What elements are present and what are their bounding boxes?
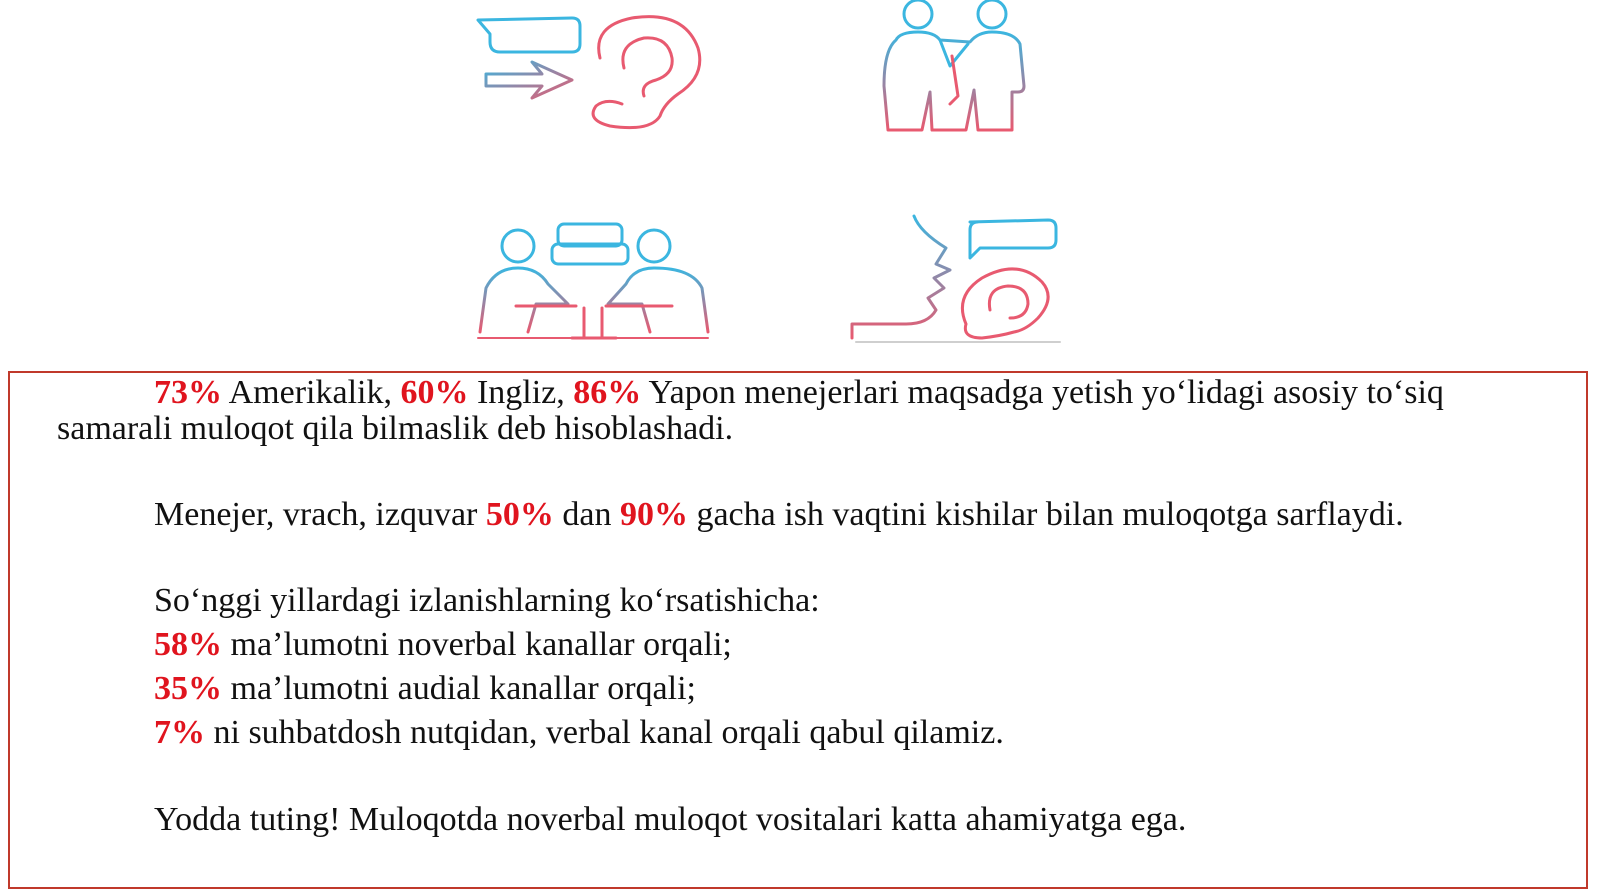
stat-min-percent: 50% xyxy=(485,496,554,533)
text-segment: ma’lumotni audial kanallar orqali; xyxy=(222,670,696,707)
text-segment-continuation: samarali muloqot qila bilmaslik deb hisoblashadi. xyxy=(57,410,734,447)
stat-japanese: 86% xyxy=(573,374,642,411)
stat-american: 73% xyxy=(154,374,222,411)
text-segment: dan xyxy=(553,496,620,533)
paragraph-verbal-stat xyxy=(154,715,1004,751)
stat-audial: 35% xyxy=(154,670,222,707)
stat-max-percent: 90% xyxy=(619,496,688,533)
text-segment: Yapon menejerlari maqsadga yetish yo‘lidagi asosiy to‘siq xyxy=(641,374,1444,411)
text-segment: ni suhbatdosh nutqidan, verbal kanal orqali qabul qilamiz. xyxy=(205,714,1004,751)
text-segment: Menejer, vrach, izquvar xyxy=(154,496,486,533)
stat-verbal: 7% xyxy=(154,714,205,751)
voice-ear-icon xyxy=(850,214,1070,346)
text-segment: gacha ish vaqtini kishilar bilan muloqotga sarflaydi. xyxy=(687,496,1404,533)
stat-english: 60% xyxy=(400,374,469,411)
handshake-icon xyxy=(878,0,1044,136)
text-segment: Ingliz, xyxy=(468,374,574,411)
text-segment: Yodda tuting! Muloqotda noverbal muloqot vositalari katta ahamiyatga ega. xyxy=(154,801,1187,838)
paragraph-managers-stats xyxy=(57,374,1590,447)
paragraph-reminder xyxy=(154,802,1186,838)
text-segment: ma’lumotni noverbal kanallar orqali; xyxy=(222,626,732,663)
paragraph-work-time xyxy=(154,497,1404,533)
paragraph-research-intro xyxy=(154,583,820,619)
text-segment: So‘nggi yillardagi izlanishlarning ko‘rsatishicha: xyxy=(154,582,820,619)
stat-nonverbal: 58% xyxy=(154,626,222,663)
paragraph-audial-stat xyxy=(154,671,696,707)
paragraph-nonverbal-stat xyxy=(154,627,732,663)
icon-area xyxy=(0,0,1600,360)
meeting-icon xyxy=(476,218,712,344)
speech-ear-icon xyxy=(472,8,722,130)
text-box xyxy=(8,371,1588,889)
text-segment: Amerikalik, xyxy=(222,374,401,411)
